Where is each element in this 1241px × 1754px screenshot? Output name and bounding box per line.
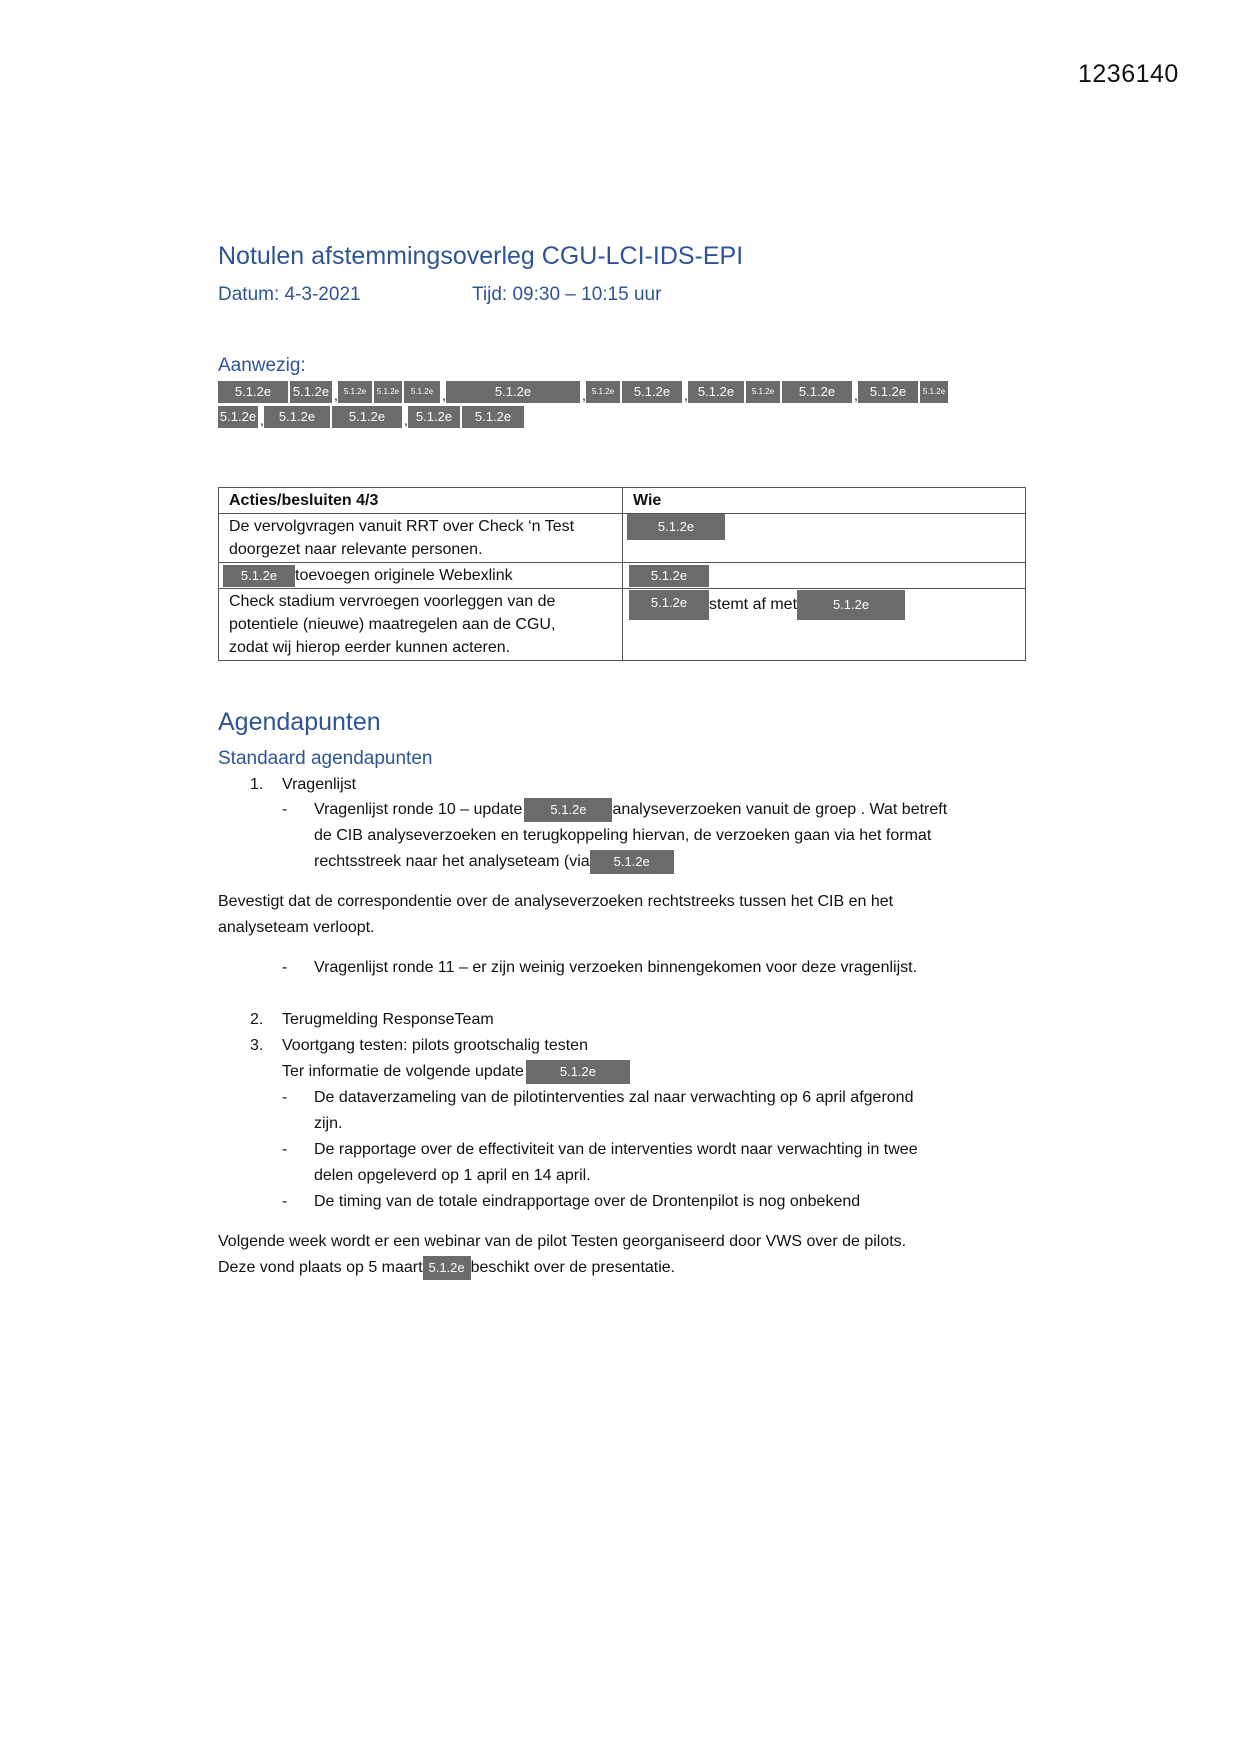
redaction: 5.1.2e bbox=[332, 406, 402, 428]
action-cell bbox=[219, 563, 623, 589]
text: Deze vond plaats op 5 maart bbox=[218, 1259, 423, 1276]
vragenlijst-10-line-1 bbox=[314, 797, 947, 823]
bullet-dash: - bbox=[282, 801, 288, 818]
bevestigt-line-1: Bevestigt dat de correspondentie over de analyseverzoeken rechtstreeks tussen het CIB en het bbox=[218, 893, 894, 910]
document-id: 1236140 bbox=[1078, 60, 1179, 88]
document-title: Notulen afstemmingsoverleg CGU-LCI-IDS-EPI bbox=[218, 242, 744, 270]
redaction: 5.1.2e bbox=[622, 381, 682, 403]
vragenlijst-10-line-2: de CIB analyseverzoeken en terugkoppeling hiervan, de verzoeken gaan via het format bbox=[314, 827, 932, 844]
bullet-1-line-1: De dataverzameling van de pilotinterventies zal naar verwachting op 6 april afgerond bbox=[314, 1089, 914, 1106]
attendees-label: Aanwezig: bbox=[218, 355, 306, 376]
list-label: Vragenlijst bbox=[282, 776, 357, 793]
redaction: 5.1.2e bbox=[446, 381, 580, 403]
separator: , bbox=[260, 412, 264, 428]
bullet-2-line-1: De rapportage over de effectiviteit van de interventies wordt naar verwachting in twee bbox=[314, 1141, 918, 1158]
separator: , bbox=[334, 387, 338, 403]
bullet-2-line-2: delen opgeleverd op 1 april en 14 april. bbox=[314, 1167, 591, 1184]
wie-cell bbox=[623, 514, 1026, 563]
wie-cell bbox=[623, 589, 1026, 661]
action-text: toevoegen originele Webexlink bbox=[295, 567, 513, 584]
meeting-meta bbox=[218, 284, 662, 306]
separator: , bbox=[854, 387, 858, 403]
table-row bbox=[219, 514, 1026, 563]
wie-text: stemt af met bbox=[709, 596, 798, 614]
vragenlijst-11: Vragenlijst ronde 11 – er zijn weinig verzoeken binnengekomen voor deze vragenlijst. bbox=[314, 959, 918, 976]
header-acties: Acties/besluiten 4/3 bbox=[219, 488, 623, 514]
bullet-dash: - bbox=[282, 1141, 288, 1158]
agenda-heading: Agendapunten bbox=[218, 708, 381, 736]
redaction: 5.1.2e bbox=[423, 1256, 471, 1280]
text: Ter informatie de volgende update bbox=[282, 1063, 524, 1080]
header-wie: Wie bbox=[623, 488, 1026, 514]
agenda-item-3 bbox=[250, 1033, 588, 1059]
action-cell bbox=[219, 589, 623, 661]
separator: , bbox=[582, 387, 586, 403]
redaction: 5.1.2e bbox=[218, 381, 288, 403]
bullet-dash: - bbox=[282, 959, 288, 976]
list-label: Voortgang testen: pilots grootschalig testen bbox=[282, 1037, 588, 1054]
vragenlijst-10-line-3 bbox=[314, 849, 674, 875]
redaction: 5.1.2e bbox=[218, 406, 258, 428]
redaction: 5.1.2e bbox=[223, 565, 295, 587]
redaction: 5.1.2e bbox=[408, 406, 460, 428]
meeting-time: Tijd: 09:30 – 10:15 uur bbox=[472, 284, 662, 305]
redaction: 5.1.2e bbox=[629, 565, 709, 587]
list-number: 1. bbox=[250, 776, 264, 793]
separator: , bbox=[442, 387, 446, 403]
list-number: 2. bbox=[250, 1011, 264, 1028]
redaction: 5.1.2e bbox=[338, 381, 372, 403]
redaction: 5.1.2e bbox=[524, 798, 612, 822]
action-text-line: potentiele (nieuwe) maatregelen aan de CGU, bbox=[229, 616, 556, 633]
separator: , bbox=[684, 387, 688, 403]
attendees-row-1 bbox=[218, 381, 950, 405]
redaction: 5.1.2e bbox=[526, 1060, 630, 1084]
separator: , bbox=[404, 412, 408, 428]
bullet-3: De timing van de totale eindrapportage over de Drontenpilot is nog onbekend bbox=[314, 1193, 861, 1210]
attendees-row-2 bbox=[218, 406, 526, 430]
redaction: 5.1.2e bbox=[290, 381, 332, 403]
list-label: Terugmelding ResponseTeam bbox=[282, 1011, 494, 1028]
action-text-line: zodat wij hierop eerder kunnen acteren. bbox=[229, 639, 511, 656]
text: Vragenlijst ronde 10 – update bbox=[314, 801, 523, 818]
redaction: 5.1.2e bbox=[264, 406, 330, 428]
volgende-line-1: Volgende week wordt er een webinar van de pilot Testen georganiseerd door VWS over de pilots. bbox=[218, 1233, 907, 1250]
text: rechtsstreek naar het analyseteam (via bbox=[314, 853, 590, 870]
action-text-line: De vervolgvragen vanuit RRT over Check ‘n Test bbox=[229, 518, 575, 535]
ter-informatie bbox=[282, 1059, 630, 1085]
table-row bbox=[219, 589, 1026, 661]
text: beschikt over de presentatie. bbox=[470, 1259, 676, 1276]
redaction: 5.1.2e bbox=[627, 514, 725, 540]
redaction: 5.1.2e bbox=[462, 406, 524, 428]
redaction: 5.1.2e bbox=[586, 381, 620, 403]
standard-agenda-heading: Standaard agendapunten bbox=[218, 748, 433, 769]
redaction: 5.1.2e bbox=[688, 381, 744, 403]
table-row bbox=[219, 563, 1026, 589]
bevestigt-line-2: analyseteam verloopt. bbox=[218, 919, 375, 936]
agenda-item-2 bbox=[250, 1007, 494, 1033]
redaction: 5.1.2e bbox=[858, 381, 918, 403]
action-cell bbox=[219, 514, 623, 563]
redaction: 5.1.2e bbox=[746, 381, 780, 403]
volgende-line-2 bbox=[218, 1255, 675, 1281]
text: analyseverzoeken vanuit de groep . Wat betreft bbox=[612, 801, 948, 818]
wie-cell bbox=[623, 563, 1026, 589]
list-number: 3. bbox=[250, 1037, 264, 1054]
action-text-line: Check stadium vervroegen voorleggen van de bbox=[229, 593, 556, 610]
redaction: 5.1.2e bbox=[797, 590, 905, 620]
agenda-item-1 bbox=[250, 772, 357, 798]
redaction: 5.1.2e bbox=[782, 381, 852, 403]
redaction: 5.1.2e bbox=[590, 850, 674, 874]
redaction: 5.1.2e bbox=[404, 381, 440, 403]
bullet-dash: - bbox=[282, 1193, 288, 1210]
bullet-1-line-2: zijn. bbox=[314, 1115, 343, 1132]
bullet-dash: - bbox=[282, 1089, 288, 1106]
redaction: 5.1.2e bbox=[374, 381, 402, 403]
actions-table bbox=[218, 487, 1026, 661]
redaction: 5.1.2e bbox=[920, 381, 948, 403]
meeting-date: Datum: 4-3-2021 bbox=[218, 284, 361, 305]
redaction: 5.1.2e bbox=[629, 590, 709, 620]
action-text-line: doorgezet naar relevante personen. bbox=[229, 541, 483, 558]
table-header-row bbox=[219, 488, 1026, 514]
